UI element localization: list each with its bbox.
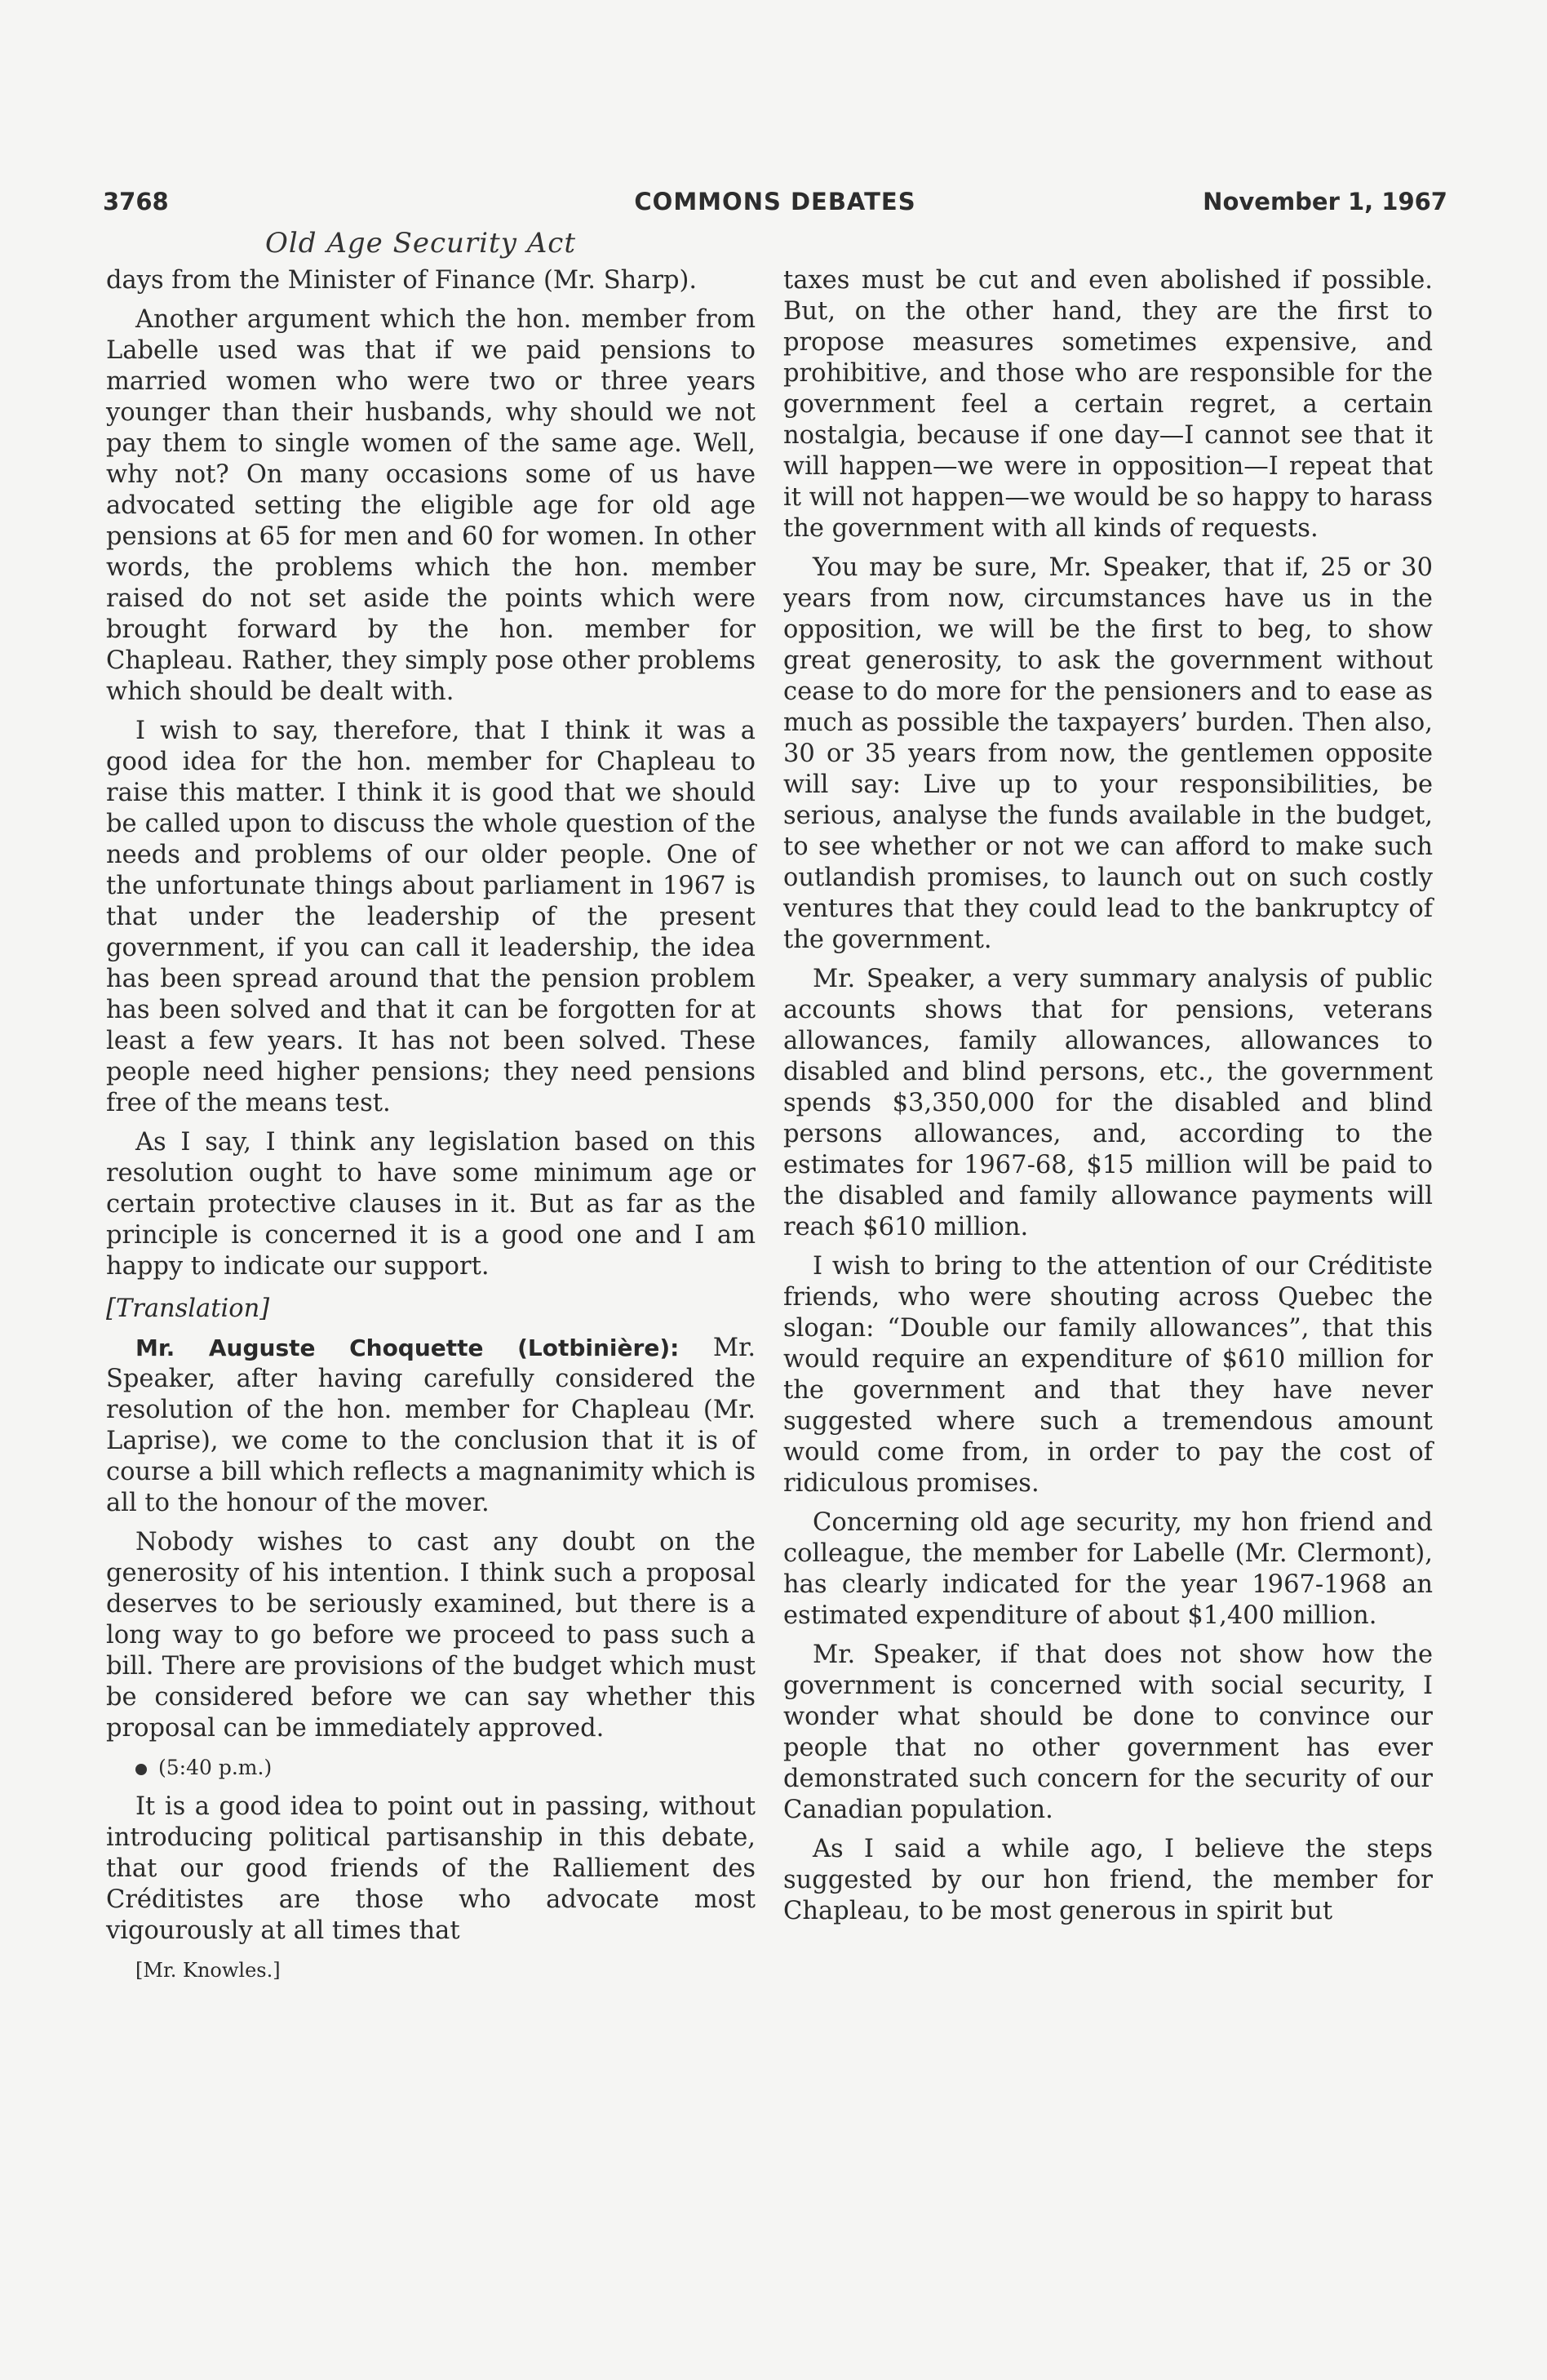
paragraph: Nobody wishes to cast any doubt on the generosity of his intention. I think such a proposal deserves to be seriously examined, but there is a long way to go before we proceed to pass such a bill. There are provisions of the budget which must be considered before we can say whether this proposal can be immediately approved. xyxy=(106,1528,756,1743)
paragraph: taxes must be cut and even abolished if possible. But, on the other hand, they are the first to propose measures sometimes expensive, and prohibitive, and those who are responsible for the government feel a certain regret, a certain nostalgia, because if one day—I cannot see that it will happen—we were in opposition—I repeat that it will not happen—we would be so happy to harass the government with all kinds of requests. xyxy=(783,266,1433,543)
left-column xyxy=(106,265,756,1986)
page-number: 3768 xyxy=(103,188,169,215)
speaker-name: Mr. Auguste Choquette (Lotbinière): xyxy=(135,1334,680,1361)
right-column xyxy=(783,265,1433,1935)
paragraph: It is a good idea to point out in passing, without introducing political partisanship in this debate, that our good friends of the Ralliement des Créditistes are those who advocate most vigourously at all times that xyxy=(106,1792,756,1945)
timestamp-text: (5:40 p.m.) xyxy=(158,1756,273,1779)
page-header xyxy=(103,188,1447,229)
paragraph: Mr. Speaker, a very summary analysis of public accounts shows that for pensions, veterans allowances, family allowances, allowances to disabled and blind persons, etc., the government spends $3,350,000 for the disabled and blind persons allowances, and, according to the estimates for 1967-68, $15 million will be paid to the disabled and family allowance payments will reach $610 million. xyxy=(783,965,1433,1241)
speech-text: Mr. Speaker, after having carefully considered the resolution of the hon. member for Chapleau (Mr. Laprise), we come to the conclusion that it is of course a bill which reflects a magnanimity which is all to the honour of the mover. xyxy=(106,1334,756,1517)
footer-note: [Mr. Knowles.] xyxy=(135,1959,281,1982)
paragraph: As I said a while ago, I believe the steps suggested by our hon friend, the member for Chapleau, to be most generous in spirit but xyxy=(783,1835,1433,1925)
publication-title: COMMONS DEBATES xyxy=(634,188,916,215)
paragraph: Mr. Speaker, if that does not show how the government is concerned with social security, I wonder what should be done to convince our people that no other government has ever demonstrated such concern for the security of our Canadian population. xyxy=(783,1641,1433,1824)
paragraph: As I say, I think any legislation based on this resolution ought to have some minimum age or certain protective clauses in it. But as far as the principle is concerned it is a good one and I am happy to indicate our support. xyxy=(106,1128,756,1281)
paragraph: Concerning old age security, my hon friend and colleague, the member for Labelle (Mr. Clermont), has clearly indicated for the year 1967-1968 an estimated expenditure of about $1,400 million. xyxy=(783,1508,1433,1630)
running-head: Old Age Security Act xyxy=(265,227,576,260)
paragraph: days from the Minister of Finance (Mr. Sharp). xyxy=(106,266,698,295)
paragraph: I wish to bring to the attention of our Créditiste friends, who were shouting across Quebec the slogan: “Double our family allowances”, that this would require an expenditure of $610 million for the government and that they have never suggested where such a tremendous amount would come from, in order to pay the cost of ridiculous promises. xyxy=(783,1252,1433,1498)
speech-paragraph xyxy=(106,1333,756,1519)
section-label: [Translation] xyxy=(106,1294,270,1323)
bullet-icon xyxy=(135,1764,147,1775)
paragraph: You may be sure, Mr. Speaker, that if, 25 or 30 years from now, circumstances have us in the opposition, we will be the first to beg, to show great generosity, to ask the government without cease to do more for the pensioners and to ease as much as possible the taxpayers’ burden. Then also, 30 or 35 years from now, the gentlemen opposite will say: Live up to your responsibilities, be serious, analyse the funds available in the budget, to see whether or not we can afford to make such outlandish promises, to launch out on such costly ventures that they could lead to the bankruptcy of the government. xyxy=(783,553,1433,954)
header-date: November 1, 1967 xyxy=(1203,188,1447,215)
paragraph: Another argument which the hon. member from Labelle used was that if we paid pensions to married women who were two or three years younger than their husbands, why should we not pay them to single women of the same age. Well, why not? On many occasions some of us have advocated setting the eligible age for old age pensions at 65 for men and 60 for women. In other words, the problems which the hon. member raised do not set aside the points which were brought forward by the hon. member for Chapleau. Rather, they simply pose other problems which should be dealt with. xyxy=(106,305,756,706)
timestamp xyxy=(135,1752,756,1783)
paragraph: I wish to say, therefore, that I think it was a good idea for the hon. member for Chapleau to raise this matter. I think it is good that we should be called upon to discuss the whole question of the needs and problems of our older people. One of the unfortunate things about parliament in 1967 is that under the leadership of the present government, if you can call it leadership, the idea has been spread around that the pension problem has been solved and that it can be forgotten for at least a few years. It has not been solved. These people need higher pensions; they need pensions free of the means test. xyxy=(106,717,756,1117)
